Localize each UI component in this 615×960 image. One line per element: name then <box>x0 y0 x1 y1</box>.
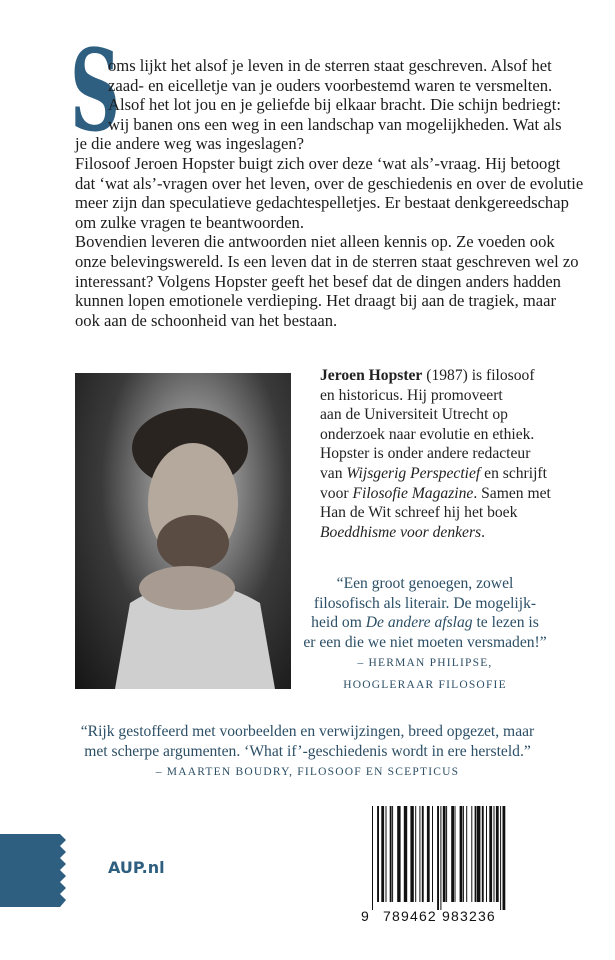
barcode-bar <box>479 806 480 902</box>
publisher-tab-shape <box>0 834 70 907</box>
bio-text: . <box>481 523 485 541</box>
quote-line: filosofisch als literair. De mogelijk- <box>313 594 537 612</box>
intro-line: Bovendien leveren die antwoorden niet alleen kennis op. Ze voeden ook <box>75 232 555 252</box>
quote-text: heid om <box>311 614 366 632</box>
bio-text: (1987) is filosoof <box>422 367 535 384</box>
barcode-bar <box>475 806 477 902</box>
barcode-bar <box>477 806 480 902</box>
bio-text: . Samen met <box>473 484 551 502</box>
barcode-bar <box>486 806 487 902</box>
quote-line: “Rijk gestoffeerd met voorbeelden en verwijzingen, breed opgezet, maar <box>80 723 535 740</box>
intro-line: meer zijn dan speculatieve gedachtespelletjes. Er bestaat denkgereedschap <box>75 193 569 213</box>
barcode-bar <box>496 806 499 902</box>
quote-attribution: – MAARTEN BOUDRY, FILOSOOF EN SCEPTICUS <box>155 766 460 779</box>
intro-line: wij banen ons een weg in een landschap van mogelijkheden. Wat als <box>108 114 562 134</box>
journal-title: Wijsgerig Perspectief <box>346 464 481 482</box>
intro-line: dat ‘wat als’-vragen over het leven, over de geschiedenis en over de evolutie <box>75 173 584 193</box>
barcode-bar <box>413 806 414 902</box>
barcode-bar <box>372 806 373 910</box>
isbn-digits: 789462 983236 <box>383 908 496 924</box>
quote-text: te lezen is <box>472 614 539 632</box>
bio-text: van <box>320 464 347 482</box>
barcode-bar <box>440 806 441 910</box>
barcode-bar <box>392 806 393 902</box>
barcode <box>370 806 510 910</box>
barcode-bar <box>466 806 467 902</box>
intro-text <box>75 56 584 330</box>
barcode-bar <box>443 806 446 902</box>
barcode-bar <box>494 806 495 902</box>
quote-line: met scherpe argumenten. ‘What if’-geschiedenis wordt in ere hersteld.” <box>84 742 531 760</box>
intro-line: zaad- en eicelletje van je ouders voorbestemd waren te versmelten. <box>108 75 553 95</box>
barcode-bar <box>406 806 407 902</box>
author-bio <box>320 366 550 542</box>
barcode-bar <box>377 806 379 902</box>
intro-line: kunnen lopen emotionele verdieping. Het draagt bij aan de tragiek, maar <box>75 291 557 311</box>
barcode-bar <box>489 806 492 902</box>
magazine-title: Filosofie Magazine <box>352 484 474 502</box>
bio-line: aan de Universiteit Utrecht op <box>320 406 508 424</box>
quote-line: “Een groot genoegen, zowel <box>336 575 514 592</box>
barcode-bar <box>471 806 472 902</box>
bio-line: Hopster is onder andere redacteur <box>320 445 531 463</box>
intro-line: ook aan de schoonheid van het bestaan. <box>75 310 338 330</box>
barcode-bar <box>400 806 401 902</box>
intro-line: Filosoof Jeroen Hopster buigt zich over deze ‘wat als’-vraag. Hij betoogt <box>75 153 561 173</box>
barcode-bar <box>432 806 433 902</box>
barcode-bar <box>410 806 413 902</box>
bio-line: en historicus. Hij promoveert <box>320 386 503 404</box>
quote-attribution: – HERMAN PHILIPSE, <box>357 657 493 670</box>
barcode-bar <box>404 806 407 902</box>
bio-text: voor <box>320 484 353 502</box>
quote-attribution: HOOGLERAAR FILOSOFIE <box>343 678 507 691</box>
barcode-bar <box>446 806 447 902</box>
intro-line: interessant? Volgens Hopster geeft het besef dat de dingen anders hadden <box>75 271 561 291</box>
barcode-bar <box>500 806 501 910</box>
intro-line: om zulke vragen te beantwoorden. <box>75 212 304 232</box>
author-photo <box>75 373 291 689</box>
quote-line: er een die we niet moeten versmaden!” <box>303 633 547 651</box>
intro-line: je die andere weg was ingeslagen? <box>75 134 304 154</box>
publisher-url[interactable]: AUP.nl <box>108 858 165 877</box>
barcode-bar <box>463 806 464 902</box>
barcode-bar <box>427 806 430 902</box>
barcode-bar <box>390 806 392 902</box>
quote-boudry <box>60 722 555 783</box>
author-name: Jeroen Hopster <box>320 367 423 384</box>
barcode-bar <box>482 806 484 902</box>
barcode-bar <box>381 806 384 902</box>
intro-line: Alsof het lot jou en je geliefde bij elkaar bracht. Die schijn bedriegt: <box>108 95 561 115</box>
book-title: Boeddhisme voor denkers <box>320 523 482 541</box>
barcode-bar <box>415 806 416 902</box>
author-portrait-image <box>75 373 291 689</box>
quote-philipse <box>300 574 550 696</box>
isbn-first-digit: 9 <box>361 908 370 924</box>
barcode-bar <box>419 806 420 902</box>
bio-line: onderzoek naar evolutie en ethiek. <box>320 425 535 443</box>
intro-line: oms lijkt het alsof je leven in de sterren staat geschreven. Alsof het <box>108 56 552 75</box>
barcode-bar <box>460 806 463 902</box>
barcode-bar <box>422 806 424 902</box>
barcode-bar <box>451 806 454 902</box>
barcode-bar <box>397 806 400 902</box>
intro-line: onze belevingswereld. Is een leven dat in de sterren staat geschreven wel zo <box>75 251 579 271</box>
barcode-bar <box>455 806 456 902</box>
drop-cap: S <box>70 26 121 157</box>
bio-line: Han de Wit schreef hij het boek <box>320 504 518 522</box>
barcode-bar <box>503 806 506 910</box>
bio-text: en schrijft <box>480 464 547 482</box>
barcode-bar <box>386 806 387 902</box>
book-title: De andere afslag <box>365 614 473 632</box>
barcode-bar <box>437 806 439 910</box>
